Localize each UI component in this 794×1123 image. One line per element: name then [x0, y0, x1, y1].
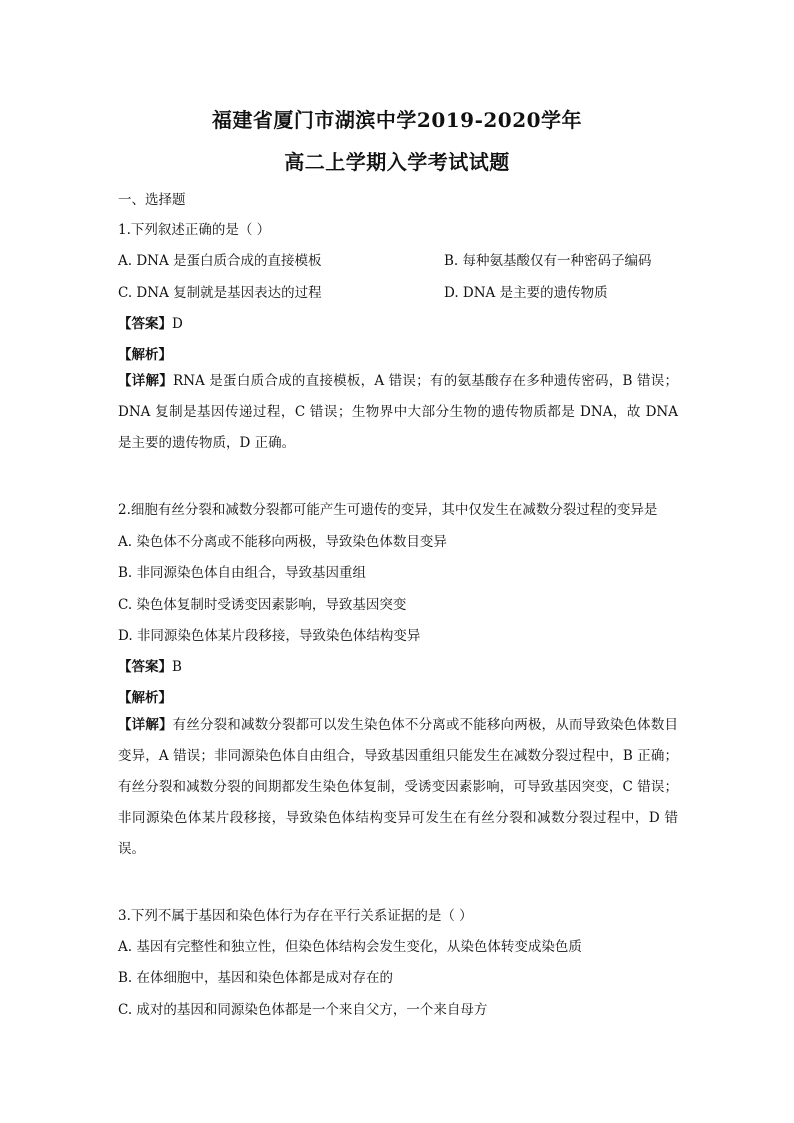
q1-answer	[118, 312, 183, 332]
q1-option-d: D. DNA 是主要的遗传物质	[444, 285, 608, 301]
q1-analysis-tag: 【解析】	[118, 347, 172, 363]
q2-option-c: C. 染色体复制时受诱变因素影响，导致基因突变	[118, 597, 407, 613]
q1-option-b: B. 每种氨基酸仅有一种密码子编码	[444, 253, 652, 269]
q3-stem: 3.下列不属于基因和染色体行为存在平行关系证据的是（ ）	[118, 908, 473, 924]
q2-detail-tag: 【详解】	[118, 717, 173, 733]
q2-detail-text: 有丝分裂和减数分裂都可以发生染色体不分离或不能移向两极，从而导致染色体数目变异，A 错误；非同源染色体自由组合，导致基因重组只能发生在减数分裂过程中，B 正确；有丝分裂和减数分裂的间期都发生染色体复制，受诱变因素影响，可导致基因突变，C 错误；非同源染色体某片段移接，导致染色体结构变异可发生在有丝分裂和减数分裂过程中，D 错误。	[118, 717, 679, 857]
q3-option-c: C. 成对的基因和同源染色体都是一个来自父方，一个来自母方	[118, 1002, 488, 1018]
q1-option-c: C. DNA 复制就是基因表达的过程	[118, 285, 322, 301]
document-title-line1: 福建省厦门市湖滨中学2019-2020学年	[211, 108, 583, 132]
q2-analysis-tag: 【解析】	[118, 690, 172, 706]
q2-answer-tag: 【答案】	[118, 659, 172, 675]
q1-answer-tag: 【答案】	[118, 316, 172, 332]
q2-option-b: B. 非同源染色体自由组合，导致基因重组	[118, 565, 367, 581]
q1-detail	[118, 366, 678, 459]
q2-answer	[118, 655, 182, 675]
q3-option-a: A. 基因有完整性和独立性，但染色体结构会发生变化，从染色体转变成染色质	[118, 939, 582, 955]
q1-detail-text: RNA 是蛋白质合成的直接模板，A 错误；有的氨基酸存在多种遗传密码，B 错误；DNA 复制是基因传递过程，C 错误；生物界中大部分生物的遗传物质都是 DNA，故 DNA 是主要的遗传物质，D 正确。	[118, 373, 678, 451]
q1-stem: 1.下列叙述正确的是（ ）	[118, 222, 271, 238]
q1-detail-tag: 【详解】	[118, 373, 174, 389]
section-heading: 一、选择题	[118, 192, 186, 208]
document-title-line2: 高二上学期入学考试试题	[284, 150, 510, 174]
q3-option-b: B. 在体细胞中，基因和染色体都是成对存在的	[118, 970, 394, 986]
q2-option-a: A. 染色体不分离或不能移向两极，导致染色体数目变异	[118, 534, 447, 550]
q1-option-a: A. DNA 是蛋白质合成的直接模板	[118, 253, 322, 269]
q2-answer-value: B	[172, 659, 182, 675]
q2-option-d: D. 非同源染色体某片段移接，导致染色体结构变异	[118, 628, 421, 644]
q2-stem: 2.细胞有丝分裂和减数分裂都可能产生可遗传的变异，其中仅发生在减数分裂过程的变异是	[118, 502, 658, 518]
q2-detail	[118, 710, 678, 865]
q1-answer-value: D	[172, 316, 183, 332]
